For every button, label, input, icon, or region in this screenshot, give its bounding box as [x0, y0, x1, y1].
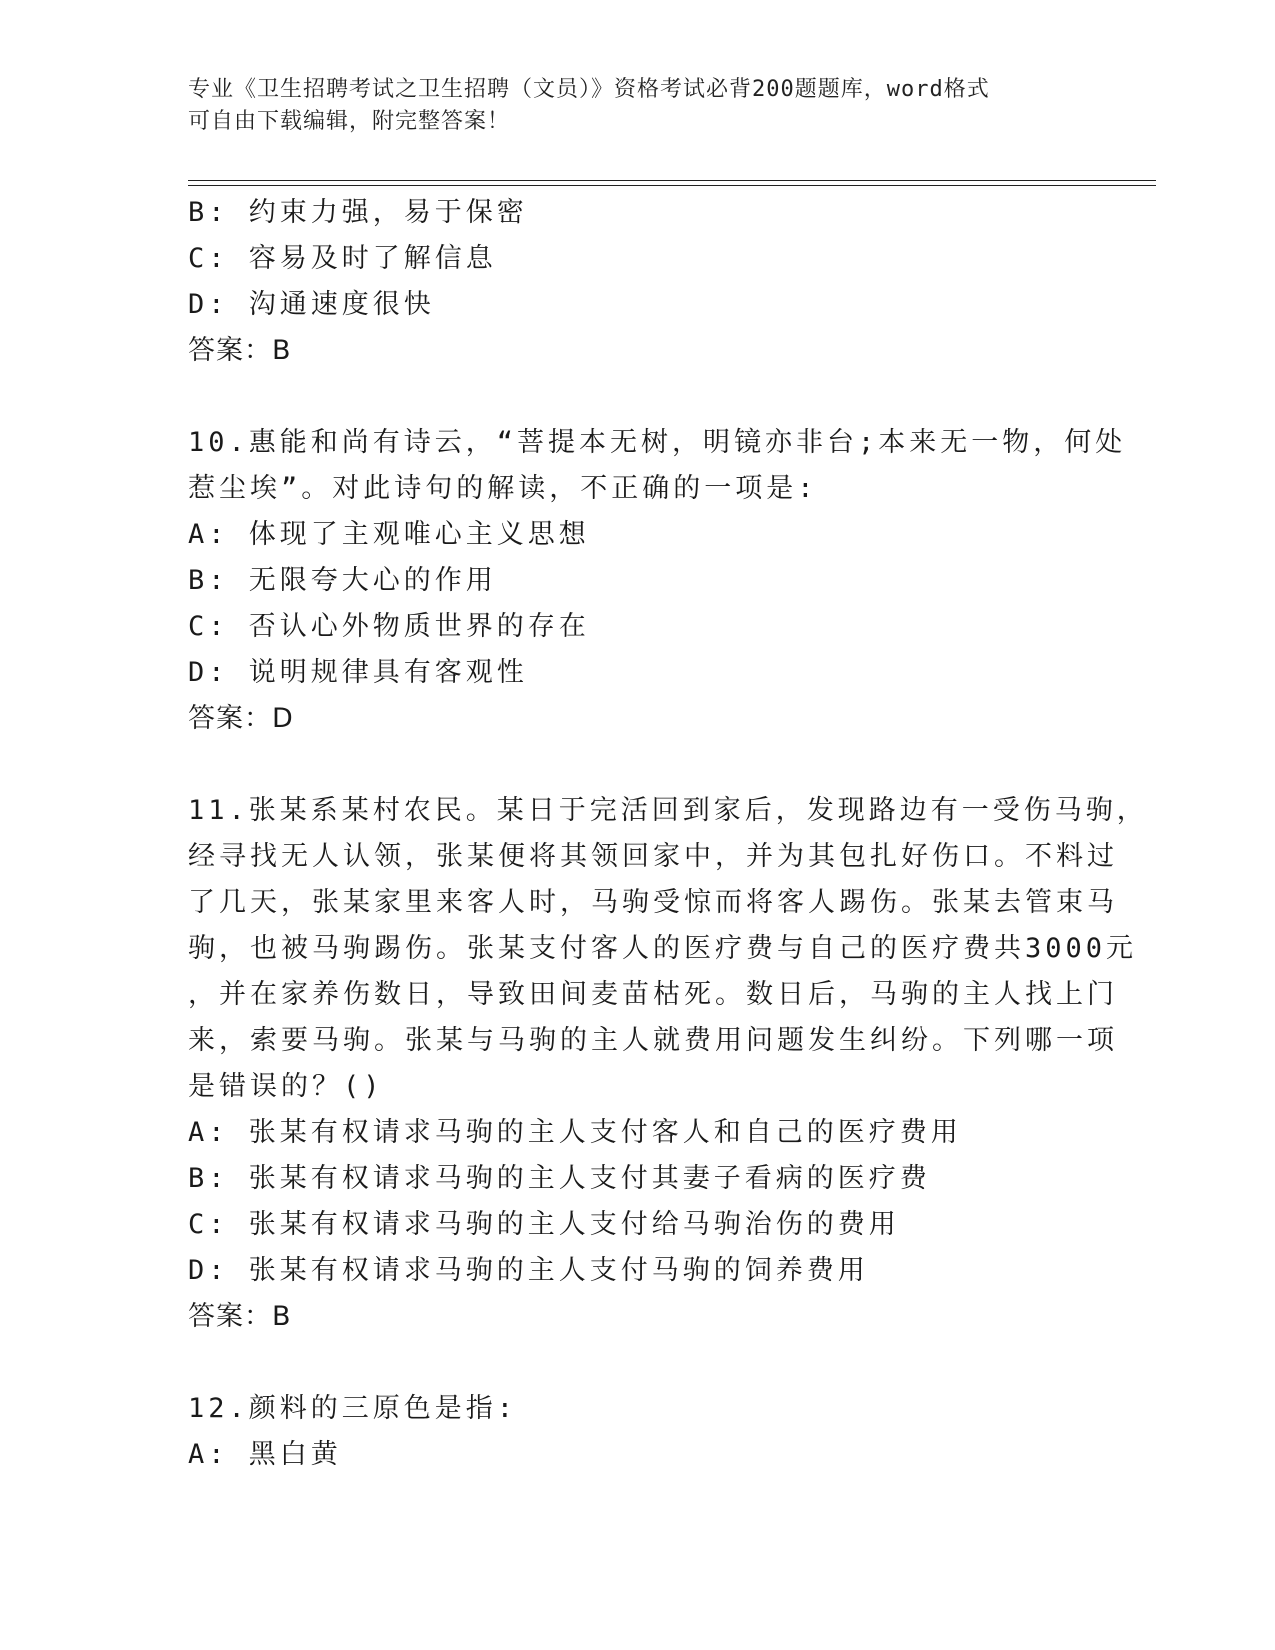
- q12-stem-line-1: 12.颜料的三原色是指:: [188, 1393, 518, 1424]
- header-rule-top: [188, 180, 1156, 181]
- prev-answer: 答案：B: [188, 335, 292, 366]
- q11-option-a: A: 张某有权请求马驹的主人支付客人和自己的医疗费用: [188, 1117, 962, 1148]
- q10-option-c: C: 否认心外物质世界的存在: [188, 611, 590, 642]
- question-content: [188, 190, 1148, 1478]
- spacer: [188, 1340, 1088, 1386]
- q10-option-a: A: 体现了主观唯心主义思想: [188, 519, 590, 550]
- q11-option-d: D: 张某有权请求马驹的主人支付马驹的饲养费用: [188, 1255, 869, 1286]
- q11-stem-line-4: 驹，也被马驹踢伤。张某支付客人的医疗费与自己的医疗费共3000元: [188, 933, 1138, 964]
- header-rule-bottom: [188, 185, 1156, 186]
- q11-option-c: C: 张某有权请求马驹的主人支付给马驹治伤的费用: [188, 1209, 900, 1240]
- q10-option-b: B: 无限夸大心的作用: [188, 565, 497, 596]
- q11-stem-line-7: 是错误的？(): [188, 1071, 384, 1102]
- q11-stem-line-5: ，并在家养伤数日，导致田间麦苗枯死。数日后，马驹的主人找上门: [188, 979, 1118, 1010]
- q10-option-d: D: 说明规律具有客观性: [188, 657, 528, 688]
- q10-stem-line-2: 惹尘埃”。对此诗句的解读，不正确的一项是:: [188, 473, 818, 504]
- spacer: [188, 742, 1088, 788]
- q12-option-a: A: 黑白黄: [188, 1439, 342, 1470]
- prev-option-c: C: 容易及时了解信息: [188, 243, 497, 274]
- q11-stem-line-6: 来，索要马驹。张某与马驹的主人就费用问题发生纠纷。下列哪一项: [188, 1025, 1118, 1056]
- q10-stem-line-1: 10.惠能和尚有诗云，“菩提本无树，明镜亦非台;本来无一物，何处: [188, 427, 1127, 458]
- q11-option-b: B: 张某有权请求马驹的主人支付其妻子看病的医疗费: [188, 1163, 931, 1194]
- spacer: [188, 374, 1088, 420]
- q11-stem-line-3: 了几天，张某家里来客人时，马驹受惊而将客人踢伤。张某去管束马: [188, 887, 1118, 918]
- q11-stem-line-2: 经寻找无人认领，张某便将其领回家中，并为其包扎好伤口。不料过: [188, 841, 1118, 872]
- q10-answer: 答案：D: [188, 703, 294, 734]
- document-header: [188, 74, 1088, 138]
- header-line-2: 可自由下载编辑，附完整答案！: [188, 109, 511, 134]
- q11-answer: 答案：B: [188, 1301, 292, 1332]
- q11-stem-line-1: 11.张某系某村农民。某日于完活回到家后，发现路边有一受伤马驹，: [188, 795, 1148, 826]
- prev-option-d: D: 沟通速度很快: [188, 289, 435, 320]
- header-line-1: 专业《卫生招聘考试之卫生招聘（文员）》资格考试必背200题题库，word格式: [188, 77, 990, 102]
- prev-option-b: B: 约束力强，易于保密: [188, 197, 528, 228]
